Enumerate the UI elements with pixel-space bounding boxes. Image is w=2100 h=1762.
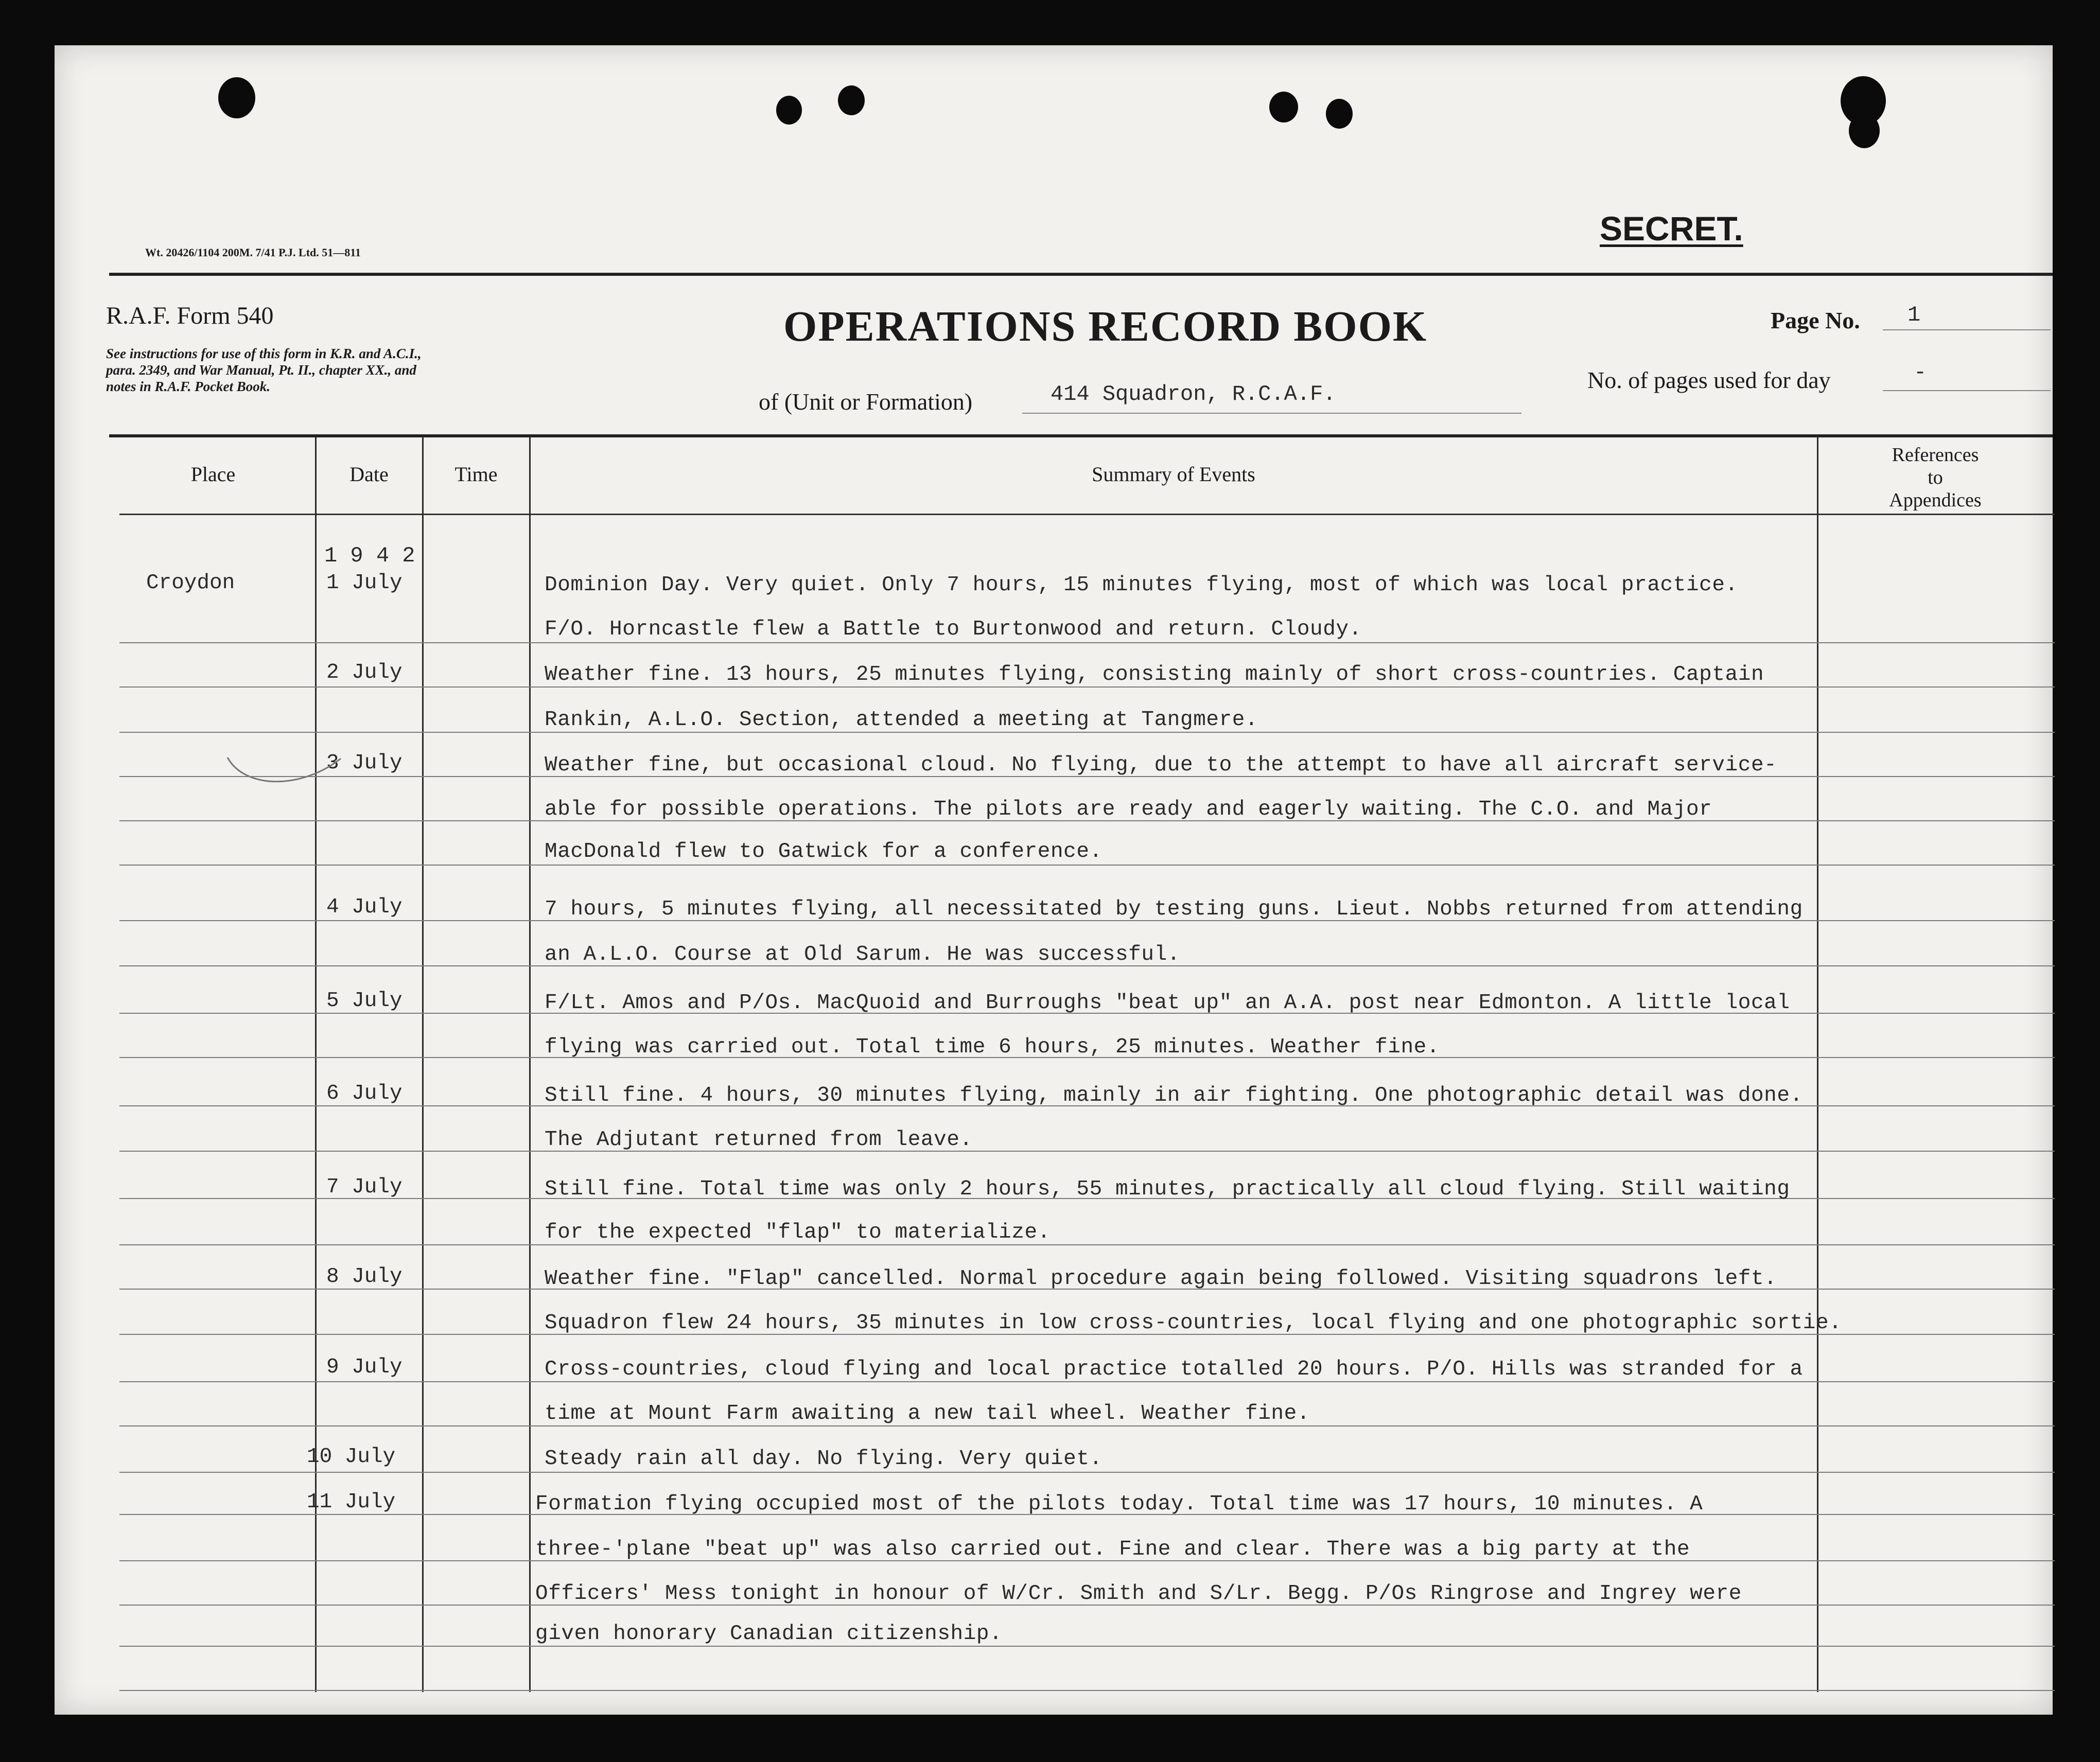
- year: 1 9 4 2: [324, 543, 415, 568]
- unit-label: of (Unit or Formation): [759, 389, 973, 415]
- column-divider: [1817, 436, 1818, 1692]
- ruled-line: [119, 1244, 2055, 1245]
- punch-hole: [1849, 113, 1880, 148]
- ruled-line: [119, 1151, 2055, 1152]
- summary-line: Still fine. Total time was only 2 hours, 55 minutes, practically all cloud flying. Still waiting: [545, 1177, 1790, 1201]
- summary-line: for the expected "flap" to materialize.: [545, 1221, 1051, 1244]
- instructions-line-1: See instructions for use of this form in K.R. and A.C.I.,: [106, 346, 422, 361]
- column-header-place: Place: [190, 463, 236, 486]
- punch-hole: [1269, 92, 1298, 122]
- date-entry: 3 July: [326, 751, 402, 775]
- column-header-time: Time: [454, 463, 498, 486]
- punch-hole: [838, 85, 865, 115]
- record-sheet: [55, 45, 2053, 1715]
- summary-line: Dominion Day. Very quiet. Only 7 hours, 15 minutes flying, most of which was local practice.: [545, 573, 1738, 597]
- pages-used-underline: [1883, 390, 2051, 391]
- summary-line: Officers' Mess tonight in honour of W/Cr. Smith and S/Lr. Begg. P/Os Ringrose and Ingrey were: [535, 1582, 1742, 1606]
- header-rule: [109, 273, 2053, 276]
- pages-used-label: No. of pages used for day: [1587, 367, 1831, 393]
- column-header-date: Date: [349, 463, 389, 486]
- column-divider: [529, 436, 531, 1692]
- summary-line: Weather fine. "Flap" cancelled. Normal procedure again being followed. Visiting squadrons left.: [545, 1267, 1777, 1291]
- summary-line: Weather fine, but occasional cloud. No flying, due to the attempt to have all aircraft service-: [545, 753, 1777, 777]
- summary-line: MacDonald flew to Gatwick for a conference.: [545, 840, 1102, 864]
- date-entry: 2 July: [326, 661, 402, 684]
- ruled-line: [119, 1381, 2055, 1382]
- column-header-references-1: References: [1892, 444, 1979, 466]
- date-entry: 1 July: [326, 571, 402, 595]
- column-header-references-2: to: [1928, 467, 1943, 488]
- table-header-rule: [119, 514, 2055, 515]
- ruled-line: [119, 1425, 2055, 1426]
- classification-stamp: SECRET.: [1600, 209, 1743, 248]
- page-no-value: 1: [1907, 303, 1921, 327]
- column-header-summary: Summary of Events: [1092, 463, 1255, 486]
- summary-line: three-'plane "beat up" was also carried out. Fine and clear. There was a big party at the: [535, 1538, 1690, 1561]
- summary-line: 7 hours, 5 minutes flying, all necessitated by testing guns. Lieut. Nobbs returned from attending: [545, 897, 1803, 921]
- ruled-line: [119, 1690, 2055, 1691]
- summary-line: time at Mount Farm awaiting a new tail wheel. Weather fine.: [545, 1402, 1310, 1425]
- summary-line: able for possible operations. The pilots are ready and eagerly waiting. The C.O. and Major: [545, 798, 1712, 821]
- date-entry: 5 July: [326, 989, 402, 1013]
- summary-line: Squadron flew 24 hours, 35 minutes in low cross-countries, local flying and one photographic sortie.: [545, 1311, 1842, 1335]
- summary-line: given honorary Canadian citizenship.: [535, 1622, 1003, 1646]
- summary-line: Cross-countries, cloud flying and local practice totalled 20 hours. P/O. Hills was stranded for a: [545, 1358, 1803, 1381]
- ruled-line: [119, 865, 2055, 866]
- ruled-line: [119, 686, 2055, 688]
- page-title: OPERATIONS RECORD BOOK: [783, 303, 1428, 350]
- print-code: Wt. 20426/1104 200M. 7/41 P.J. Ltd. 51—811: [145, 246, 361, 259]
- punch-hole: [776, 96, 802, 125]
- pencil-mark: [224, 748, 348, 795]
- summary-line: The Adjutant returned from leave.: [545, 1128, 973, 1152]
- date-entry: 10 July: [307, 1445, 396, 1469]
- summary-line: Still fine. 4 hours, 30 minutes flying, mainly in air fighting. One photographic detail was done.: [545, 1084, 1803, 1107]
- date-entry: 9 July: [326, 1355, 402, 1379]
- table-top-rule: [109, 434, 2053, 437]
- date-entry: 4 July: [326, 895, 402, 919]
- punch-hole: [218, 77, 255, 118]
- page-no-underline: [1883, 329, 2051, 330]
- place: Croydon: [146, 571, 235, 595]
- instructions-line-2: para. 2349, and War Manual, Pt. II., chapter XX., and: [106, 362, 416, 378]
- ruled-line: [119, 1646, 2055, 1647]
- summary-line: an A.L.O. Course at Old Sarum. He was successful.: [545, 943, 1180, 966]
- form-number: R.A.F. Form 540: [106, 302, 274, 329]
- date-entry: 6 July: [326, 1082, 402, 1105]
- punch-hole: [1326, 99, 1353, 129]
- column-header-references-3: Appendices: [1889, 489, 1982, 511]
- date-entry: 11 July: [307, 1490, 396, 1514]
- pages-used-value: -: [1914, 360, 1927, 385]
- unit-value: 414 Squadron, R.C.A.F.: [1051, 382, 1336, 407]
- summary-line: F/O. Horncastle flew a Battle to Burtonwood and return. Cloudy.: [545, 618, 1362, 641]
- summary-line: Steady rain all day. No flying. Very quiet.: [545, 1447, 1102, 1471]
- date-entry: 8 July: [326, 1265, 402, 1289]
- unit-underline: [1022, 413, 1521, 414]
- summary-line: Weather fine. 13 hours, 25 minutes flying, consisting mainly of short cross-countries. Captain: [545, 663, 1764, 686]
- summary-line: Formation flying occupied most of the pilots today. Total time was 17 hours, 10 minutes. A: [535, 1492, 1703, 1516]
- instructions-line-3: notes in R.A.F. Pocket Book.: [106, 379, 271, 394]
- page-no-label: Page No.: [1771, 307, 1860, 333]
- summary-line: Rankin, A.L.O. Section, attended a meeting at Tangmere.: [545, 708, 1258, 732]
- summary-line: flying was carried out. Total time 6 hours, 25 minutes. Weather fine.: [545, 1035, 1440, 1059]
- ruled-line: [119, 642, 2055, 643]
- ruled-line: [119, 732, 2055, 733]
- ruled-line: [119, 1472, 2055, 1473]
- column-divider: [422, 436, 424, 1692]
- summary-line: F/Lt. Amos and P/Os. MacQuoid and Burroughs "beat up" an A.A. post near Edmonton. A little local: [545, 991, 1790, 1015]
- date-entry: 7 July: [326, 1175, 402, 1199]
